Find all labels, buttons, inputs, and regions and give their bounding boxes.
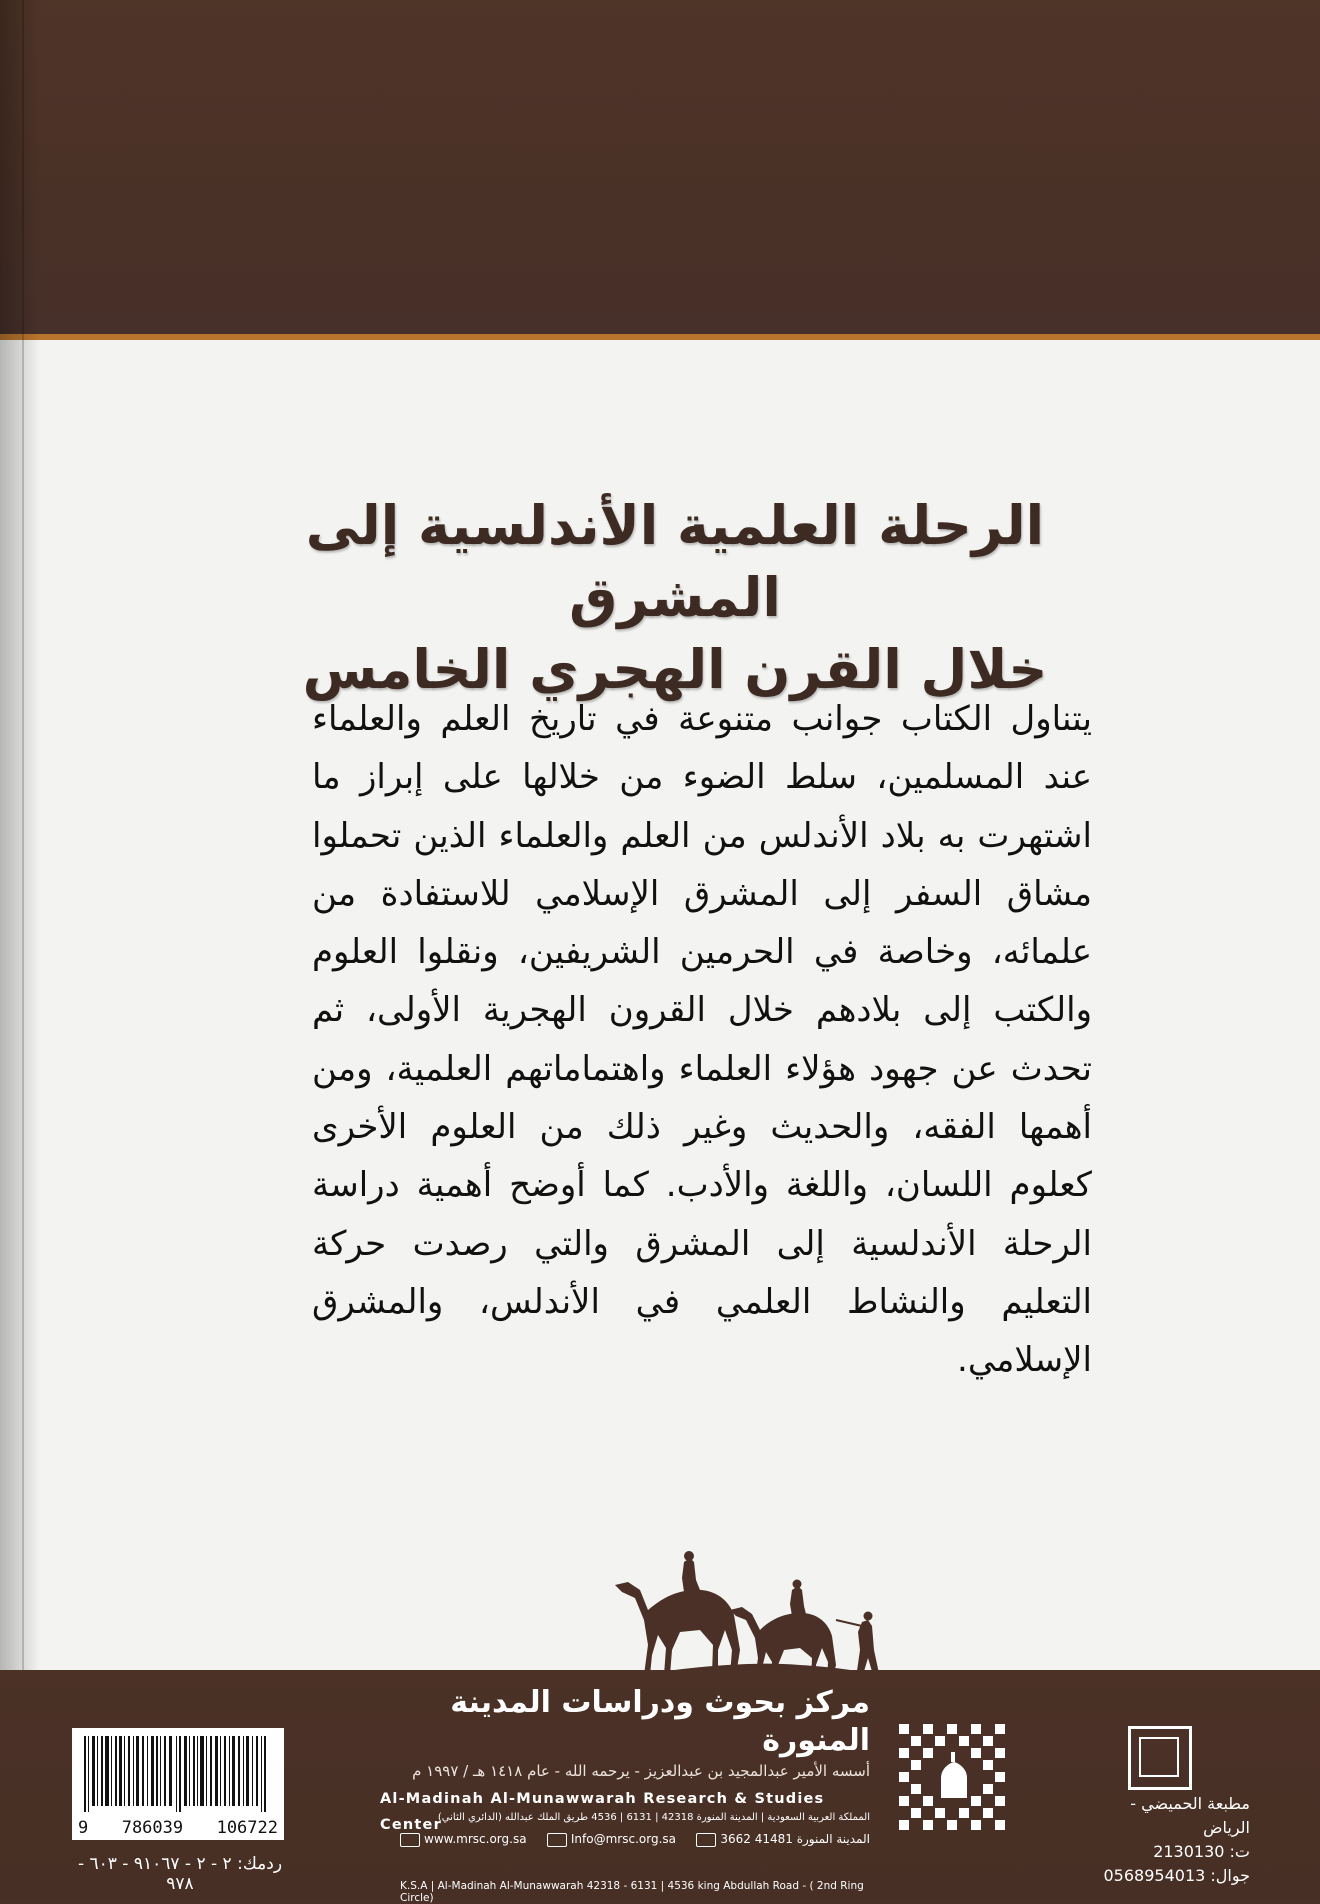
contact-row	[400, 1832, 870, 1847]
camel-caravan-silhouette-icon	[600, 1510, 920, 1685]
globe-icon	[400, 1833, 420, 1847]
publisher-name-ar: مركز بحوث ودراسات المدينة المنورة	[450, 1685, 870, 1758]
email-text: Info@mrsc.org.sa	[570, 1832, 676, 1846]
barcode-digit-group: 9	[78, 1818, 89, 1838]
publisher-founder: أسسه الأمير عبدالمجيد بن عبدالعزيز - يرحمه الله - عام ١٤١٨ هـ / ١٩٩٧ م	[412, 1762, 870, 1780]
phone-item	[696, 1832, 870, 1847]
book-title	[260, 490, 1090, 706]
printer-logo-icon	[1128, 1726, 1192, 1790]
barcode-digit-group: 106722	[216, 1818, 278, 1838]
phone-text: 3662 المدينة المنورة 41481	[720, 1832, 870, 1846]
printer-phone: ت: 2130130	[1153, 1842, 1250, 1861]
spine-shadow	[0, 0, 40, 1901]
website-item	[400, 1832, 527, 1847]
book-description: يتناول الكتاب جوانب متنوعة في تاريخ العلم والعلماء عند المسلمين، سلط الضوء من خلالها على إبراز ما اشتهرت به بلاد الأندلس من العلم والعلماء الذين تحملوا مشاق السفر إلى المشرق الإسلامي للاستفادة من علمائه، وخاصة في الحرمين الشريفين، ونقلوا العلوم والكتب إلى بلادهم خلال القرون الهجرية الأولى، ثم تحدث عن جهود هؤلاء العلماء واهتماماتهم العلمية، ومن أهمها الفقه، والحديث وغير ذلك من العلوم الأخرى كعلوم اللسان، واللغة والأدب. كما أوضح أهمية دراسة الرحلة الأندلسية إلى المشرق والتي رصدت حركة التعليم والنشاط العلمي في الأندلس، والمشرق الإسلامي.	[312, 699, 1092, 1381]
printer-info	[1080, 1792, 1250, 1888]
printer-name: مطبعة الحميضي - الرياض	[1130, 1794, 1250, 1837]
barcode-digit-group: 786039	[121, 1818, 184, 1838]
title-line-1: الرحلة العلمية الأندلسية إلى المشرق	[305, 494, 1045, 629]
title-line-2: خلال القرن الهجري الخامس	[302, 638, 1048, 701]
mail-box-icon	[696, 1833, 716, 1847]
barcode-bars-icon	[72, 1728, 284, 1814]
website-text: www.mrsc.org.sa	[424, 1832, 527, 1846]
email-item	[547, 1832, 676, 1847]
band-edge-line	[0, 334, 1320, 340]
publisher-address-en: K.S.A | Al-Madinah Al-Munawwarah 42318 - 6131 | 4536 king Abdullah Road - ( 2nd Ring Circle)	[400, 1880, 864, 1904]
publisher-address-ar: المملكة العربية السعودية | المدينة المنورة 42318 | 6131 | 4536 طريق الملك عبدالله (الدائري الثاني)	[437, 1812, 870, 1823]
barcode-digits	[78, 1818, 278, 1838]
printer-logo-inner	[1139, 1737, 1179, 1777]
isbn-text: ردمك: ٢ - ٢ - ٩١٠٦٧ - ٦٠٣ - ٩٧٨	[77, 1854, 283, 1894]
center-logo-pattern-icon	[895, 1720, 1013, 1838]
printer-mobile: جوال: 0568954013	[1103, 1866, 1250, 1885]
publisher-name-en: Al-Madinah Al-Munawwarah Research & Studies Center	[380, 1791, 825, 1833]
spine-line	[22, 0, 24, 1901]
top-brown-band	[0, 0, 1320, 340]
envelope-icon	[547, 1833, 567, 1847]
